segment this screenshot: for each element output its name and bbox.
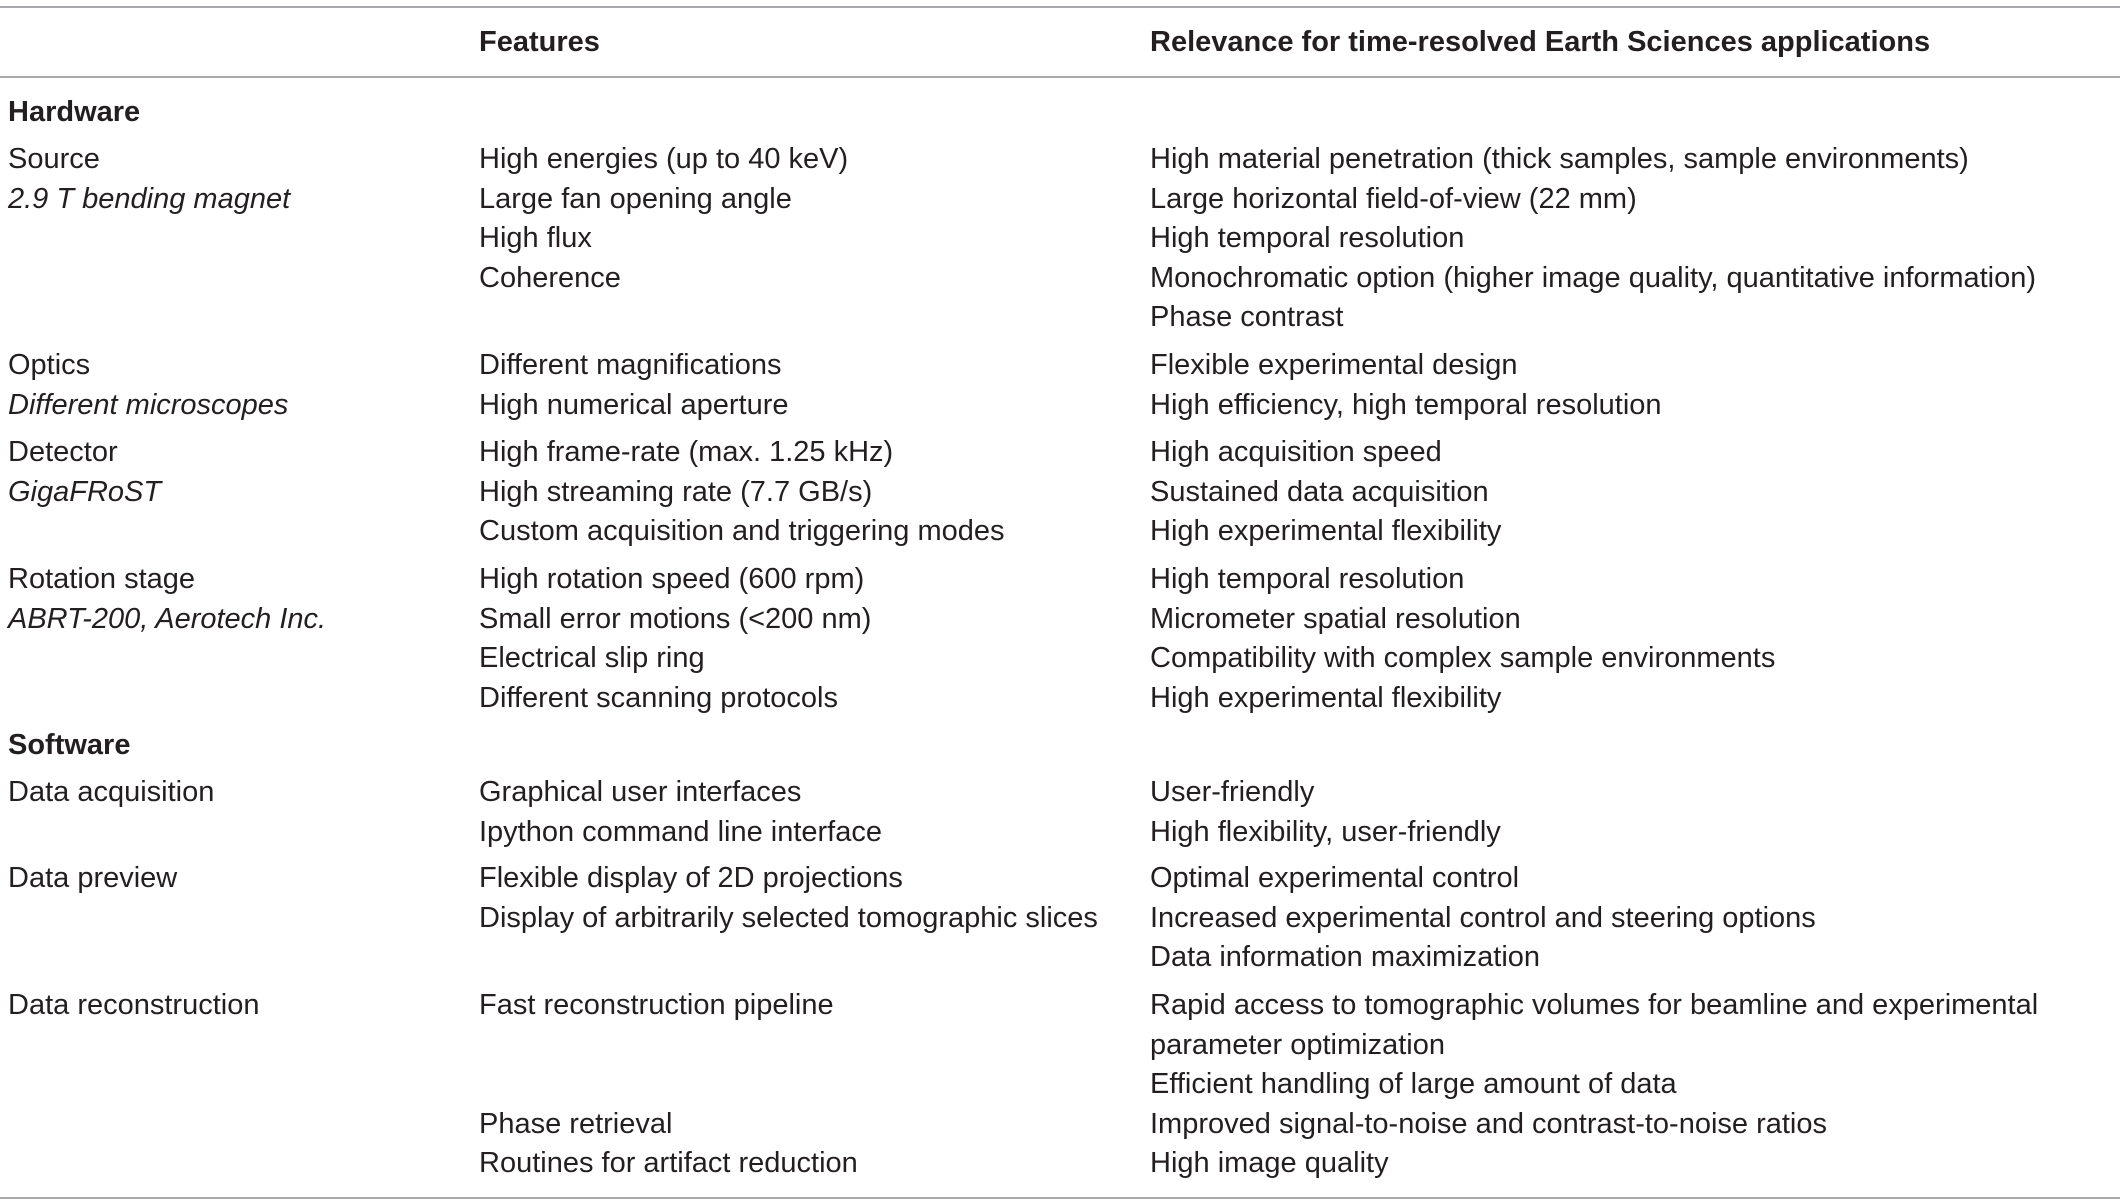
relevance-line: Improved signal-to-noise and contrast-to-noise ratios [1150, 1107, 1827, 1140]
relevance-line: Optimal experimental control [1150, 862, 1520, 894]
row-data-preview-relevance [1150, 859, 1816, 978]
row-data-acquisition-features [479, 773, 882, 852]
item-sublabel: Different microscopes [8, 388, 289, 421]
header-features: Features [479, 26, 600, 58]
row-detector-relevance [1150, 433, 1501, 552]
feature-line: High energies (up to 40 keV) [479, 143, 849, 175]
section-software-title: Software [8, 729, 131, 761]
item-label: Detector [8, 436, 118, 468]
item-label: Data acquisition [8, 776, 215, 808]
row-source-relevance [1150, 140, 2036, 338]
section-hardware-title: Hardware [8, 96, 141, 128]
item-sublabel: GigaFRoST [8, 475, 162, 508]
item-label: Optics [8, 349, 91, 381]
relevance-line: High image quality [1150, 1147, 1389, 1179]
row-detector-features [479, 433, 1005, 552]
row-detector-item [8, 433, 161, 512]
feature-line: High numerical aperture [479, 388, 789, 421]
relevance-line: High temporal resolution [1150, 222, 1465, 254]
relevance-line: Large horizontal field-of-view (22 mm) [1150, 182, 1637, 215]
header-relevance: Relevance for time-resolved Earth Sciences applications [1150, 26, 1931, 58]
relevance-line: High efficiency, high temporal resolution [1150, 388, 1662, 421]
relevance-line: Increased experimental control and steering options [1150, 901, 1816, 934]
relevance-line: High experimental flexibility [1150, 681, 1502, 714]
relevance-line: Rapid access to tomographic volumes for beamline and experimental [1150, 989, 2039, 1021]
row-optics-features [479, 346, 788, 425]
row-data-reconstruction-item [8, 986, 259, 1026]
feature-line-spacer [479, 1026, 858, 1066]
relevance-line: Flexible experimental design [1150, 349, 1518, 381]
feature-line: Different magnifications [479, 349, 782, 381]
relevance-line: Efficient handling of large amount of data [1150, 1068, 1677, 1100]
bottom-rule [0, 1197, 2120, 1199]
relevance-line: Compatibility with complex sample environments [1150, 642, 1776, 674]
row-data-acquisition-relevance [1150, 773, 1501, 852]
feature-line: Phase retrieval [479, 1107, 673, 1140]
row-rotation-item [8, 560, 326, 639]
relevance-line: High acquisition speed [1150, 436, 1442, 468]
row-optics-relevance [1150, 346, 1662, 425]
feature-line: Different scanning protocols [479, 681, 838, 714]
relevance-line: Phase contrast [1150, 301, 1344, 333]
feature-line: Coherence [479, 261, 621, 294]
row-data-preview-item [8, 859, 177, 899]
item-label: Source [8, 143, 100, 175]
feature-line: Small error motions (<200 nm) [479, 602, 872, 635]
relevance-line: User-friendly [1150, 776, 1315, 808]
feature-line: Electrical slip ring [479, 642, 705, 674]
relevance-line: Monochromatic option (higher image quality, quantitative information) [1150, 261, 2037, 294]
row-source-item [8, 140, 290, 219]
row-rotation-features [479, 560, 871, 718]
header-rule [0, 76, 2120, 78]
feature-line: High flux [479, 222, 592, 254]
top-rule [0, 6, 2120, 8]
row-source-features [479, 140, 848, 298]
relevance-line: High flexibility, user-friendly [1150, 815, 1501, 848]
relevance-line: High temporal resolution [1150, 563, 1465, 595]
relevance-line: Micrometer spatial resolution [1150, 602, 1521, 635]
relevance-line: Data information maximization [1150, 941, 1541, 973]
feature-line: Flexible display of 2D projections [479, 862, 903, 894]
relevance-line: Sustained data acquisition [1150, 475, 1489, 508]
feature-line: High frame-rate (max. 1.25 kHz) [479, 436, 894, 468]
table-header [0, 20, 2120, 64]
feature-line: High rotation speed (600 rpm) [479, 563, 865, 595]
feature-line: Display of arbitrarily selected tomographic slices [479, 901, 1098, 934]
row-data-acquisition-item [8, 773, 214, 813]
feature-line: Large fan opening angle [479, 182, 792, 215]
item-label: Rotation stage [8, 563, 196, 595]
row-data-reconstruction-relevance [1150, 986, 2038, 1184]
relevance-line: High material penetration (thick samples, sample environments) [1150, 143, 1969, 175]
item-label: Data preview [8, 862, 178, 894]
feature-line: Fast reconstruction pipeline [479, 989, 834, 1021]
item-sublabel: ABRT-200, Aerotech Inc. [8, 602, 327, 635]
feature-line: High streaming rate (7.7 GB/s) [479, 475, 873, 508]
item-sublabel: 2.9 T bending magnet [8, 182, 291, 215]
row-data-preview-features [479, 859, 1098, 938]
relevance-line: parameter optimization [1150, 1028, 1445, 1061]
feature-line: Routines for artifact reduction [479, 1147, 858, 1179]
feature-line: Custom acquisition and triggering modes [479, 515, 1005, 547]
row-optics-item [8, 346, 288, 425]
item-label: Data reconstruction [8, 989, 260, 1021]
relevance-line: High experimental flexibility [1150, 515, 1502, 547]
feature-line-spacer [479, 1065, 858, 1105]
row-data-reconstruction-features [479, 986, 858, 1184]
feature-line: Ipython command line interface [479, 815, 882, 848]
feature-line: Graphical user interfaces [479, 776, 802, 808]
row-rotation-relevance [1150, 560, 1775, 718]
